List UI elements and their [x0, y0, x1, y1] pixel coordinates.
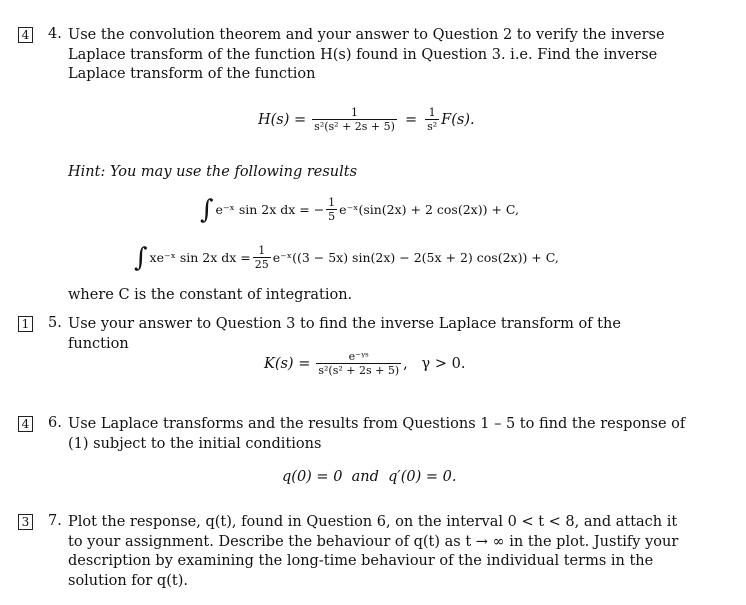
integral-1 [200, 196, 519, 223]
initial-conditions: q(0) = 0 and q′(0) = 0. [282, 469, 457, 485]
marks-box-q6: 4 [18, 416, 33, 432]
question-text-q6: Use Laplace transforms and the results from Questions 1 – 5 to find the response of (1) subject to the initial conditions [68, 416, 686, 452]
equation-K [264, 350, 465, 377]
integral-sign: ∫ [134, 242, 148, 273]
fraction-numerator: 1 [258, 244, 266, 257]
marks-box-q5: 1 [18, 316, 33, 332]
fraction-denominator: 5 [328, 210, 336, 223]
integrand: e⁻ˣ sin 2x dx = − [215, 202, 325, 217]
eq-lhs: H(s) = [258, 111, 307, 128]
fraction [253, 244, 271, 271]
marks-box-q4: 4 [18, 27, 33, 43]
question-text-q7: Plot the response, q(t), found in Question 6, on the interval 0 < t < 8, and attach it to your assignment. Describe the behaviour of q(t) as t → ∞ in the plot. Justify your description by examining the long-time behaviour of the individual terms in the solution for q(t). [68, 514, 679, 589]
equation-H [258, 106, 475, 133]
fraction-numerator: 1 [328, 196, 336, 209]
integral-result: e⁻ˣ(sin(2x) + 2 cos(2x)) + C, [339, 202, 519, 217]
fraction-denominator: s²(s² + 2s + 5) [314, 120, 395, 133]
integral-sign: ∫ [200, 194, 214, 225]
fraction-denominator: 25 [254, 258, 269, 271]
fraction [316, 350, 401, 377]
question-text-q5: Use your answer to Question 3 to find the inverse Laplace transform of the function [68, 316, 621, 352]
where-text: where C is the constant of integration. [68, 287, 353, 303]
question-number-q6: 6. [48, 415, 62, 431]
fraction-numerator: e⁻ᵞˢ [348, 350, 369, 363]
question-number-q7: 7. [48, 513, 62, 529]
integral-result: e⁻ˣ((3 − 5x) sin(2x) − 2(5x + 2) cos(2x)) + C, [272, 250, 559, 265]
fraction-denominator: s² [427, 120, 438, 133]
integral-2 [134, 244, 559, 271]
eq-condition: , γ > 0. [403, 355, 466, 372]
hint-text: Hint: You may use the following results [68, 164, 358, 180]
equals-sign: = [404, 111, 418, 128]
fraction-numerator: 1 [428, 106, 436, 119]
integrand: xe⁻ˣ sin 2x dx = [149, 250, 251, 265]
question-number-q4: 4. [48, 26, 62, 42]
eq-lhs: K(s) = [264, 355, 311, 372]
fraction [312, 106, 397, 133]
fraction-denominator: s²(s² + 2s + 5) [318, 364, 400, 377]
eq-rhs: F(s). [441, 111, 475, 128]
question-text-q4: Use the convolution theorem and your answer to Question 2 to verify the inverse Laplace transform of the function H(s) found in Question 3. i.e. Find the inverse Laplace transform of the function [68, 27, 665, 82]
question-number-q5: 5. [48, 315, 62, 331]
fraction-numerator: 1 [351, 106, 359, 119]
fraction [425, 106, 439, 133]
fraction [326, 196, 337, 223]
marks-box-q7: 3 [18, 514, 33, 530]
